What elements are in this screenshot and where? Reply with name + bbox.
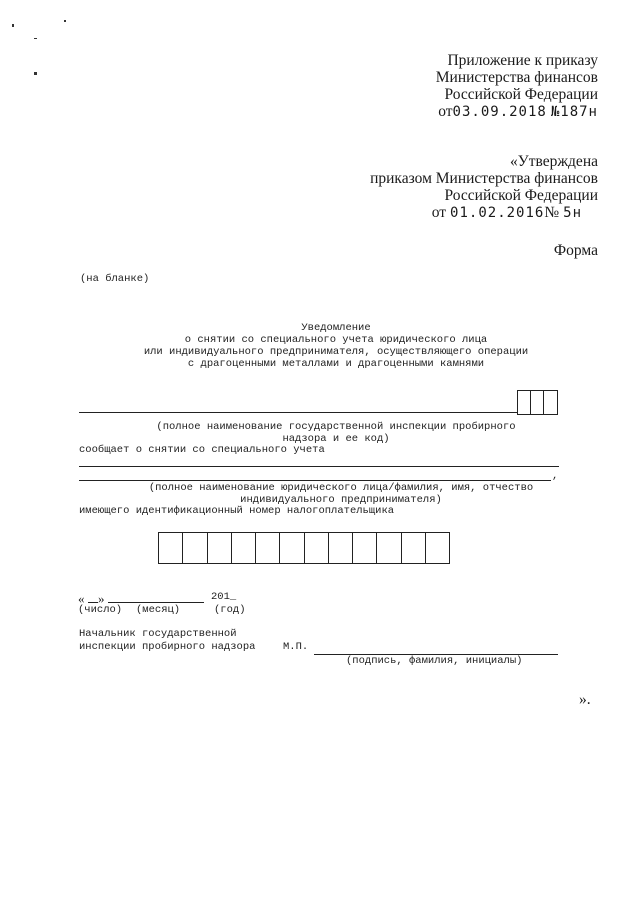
scan-speck [64,20,66,22]
approved-date-prefix: от [431,204,447,221]
appendix-line-1: Приложение к приказу [447,52,598,69]
date-month-line [108,602,204,603]
entity-caption-line-2: индивидуального предпринимателя) [240,494,442,506]
scan-speck [12,24,14,27]
inspection-caption-line-1: (полное наименование государственной инспекции пробирного [156,421,516,433]
appendix-line-2: Министерства финансов [435,69,598,86]
inn-box [305,533,329,563]
inn-box [377,533,401,563]
inspection-name-line [79,412,517,413]
reports-removal-text: сообщает о снятии со специального учета [79,444,325,456]
date-year-caption: (год) [214,604,246,616]
date-year-prefix: 201_ [211,591,237,603]
title-line-2: о снятии со специального учета юридического лица [184,334,488,346]
date-day-line [88,602,98,603]
scan-speck [34,38,37,39]
date-month-caption: (месяц) [136,604,181,616]
scan-speck [34,72,37,75]
date-open-quote: « [78,591,85,606]
approved-line-2: приказом Министерства финансов [370,170,598,187]
appendix-date: 03.09.2018 [452,104,547,120]
code-box [531,391,544,414]
inn-box [329,533,353,563]
signature-stamp: М.П. [283,641,309,653]
inn-box [256,533,280,563]
code-box [518,391,531,414]
inn-box [208,533,232,563]
on-blank-note: (на бланке) [80,273,150,285]
inspection-code-boxes [517,390,558,415]
title-line-3: или индивидуального предпринимателя, осуществляющего операции [143,346,529,358]
appendix-number: №187н [550,104,598,120]
code-box [544,391,557,414]
form-label: Форма [553,242,598,259]
inn-box [353,533,377,563]
approved-number: 5н [563,205,582,221]
closing-mark: ». [579,691,591,708]
title-line-1: Уведомление [301,322,371,334]
inn-box [280,533,304,563]
inn-boxes [158,532,450,564]
entity-name-line-2 [79,480,551,481]
date-day-caption: (число) [78,604,123,616]
approved-date: 01.02.2016 [450,205,545,221]
appendix-date-prefix: от [438,103,453,120]
appendix-date-line [438,103,598,121]
inn-box [183,533,207,563]
date-close-quote: » [98,591,105,606]
signature-role-line-1: Начальник государственной [79,628,237,640]
approved-line-3: Российской Федерации [444,187,598,204]
title-line-4: с драгоценными металлами и драгоценными камнями [187,358,485,370]
inn-label: имеющего идентификационный номер налогоплательщика [79,505,395,517]
inspection-caption-line-2: надзора и ее код) [282,433,390,445]
signature-role-line-2: инспекции пробирного надзора [79,641,256,653]
inn-box [426,533,449,563]
inn-box [232,533,256,563]
entity-trailing-comma: , [552,470,559,482]
approved-date-line [432,204,582,222]
inn-box [159,533,183,563]
signature-caption: (подпись, фамилия, инициалы) [346,655,523,667]
appendix-line-3: Российской Федерации [444,86,598,103]
entity-name-line-1 [79,466,559,467]
approved-number-prefix: № [544,204,560,221]
approved-line-1: «Утверждена [509,153,598,170]
inn-box [402,533,426,563]
entity-caption-line-1: (полное наименование юридического лица/фамилия, имя, отчество [148,482,534,494]
